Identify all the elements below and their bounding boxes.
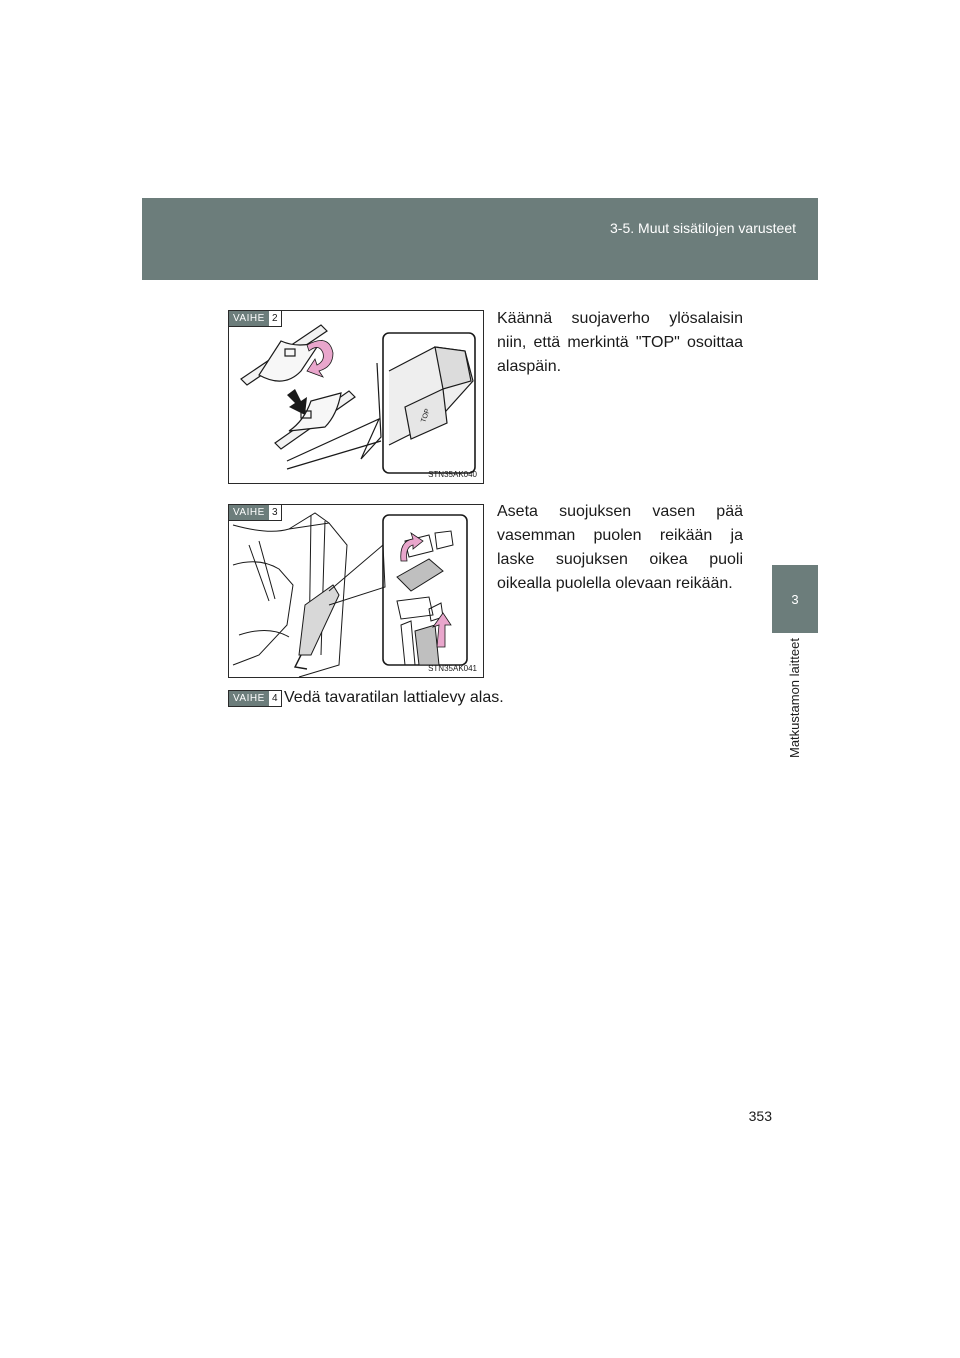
step-label: VAIHE — [229, 311, 269, 326]
chapter-tab — [772, 565, 818, 633]
step-4-badge — [228, 690, 282, 707]
figure-code: STN35AK040 — [428, 470, 477, 479]
section-title: 3-5. Muut sisätilojen varusteet — [610, 220, 796, 236]
chapter-number: 3 — [791, 592, 799, 607]
header-bar — [142, 198, 818, 280]
step-2-badge — [228, 310, 282, 327]
step-label: VAIHE — [229, 505, 269, 520]
figure-code: STN35AK041 — [428, 664, 477, 673]
step-label: VAIHE — [229, 691, 269, 706]
step-4-text: Vedä tavaratilan lattialevy alas. — [284, 689, 504, 706]
step-number: 4 — [269, 691, 281, 706]
step-3-badge — [228, 504, 282, 521]
step-number: 2 — [269, 311, 281, 326]
step-number: 3 — [269, 505, 281, 520]
top-marking: TOP — [420, 407, 432, 424]
step-3-text: Aseta suojuksen vasen pää vasemman puolen reikään ja laske suojuksen oikea puoli oikealla puolella olevaan reikään. — [497, 503, 743, 592]
chapter-label: Matkustamon laitteet — [787, 638, 802, 758]
step-2-text: Käännä suojaverho ylösalaisin niin, että merkintä "TOP" osoittaa alaspäin. — [497, 310, 743, 375]
cover-flip-drawing — [229, 311, 485, 485]
step-3-illustration — [228, 504, 484, 678]
page-number: 353 — [748, 1108, 772, 1124]
step-2-illustration — [228, 310, 484, 484]
cargo-area-drawing — [229, 505, 485, 679]
